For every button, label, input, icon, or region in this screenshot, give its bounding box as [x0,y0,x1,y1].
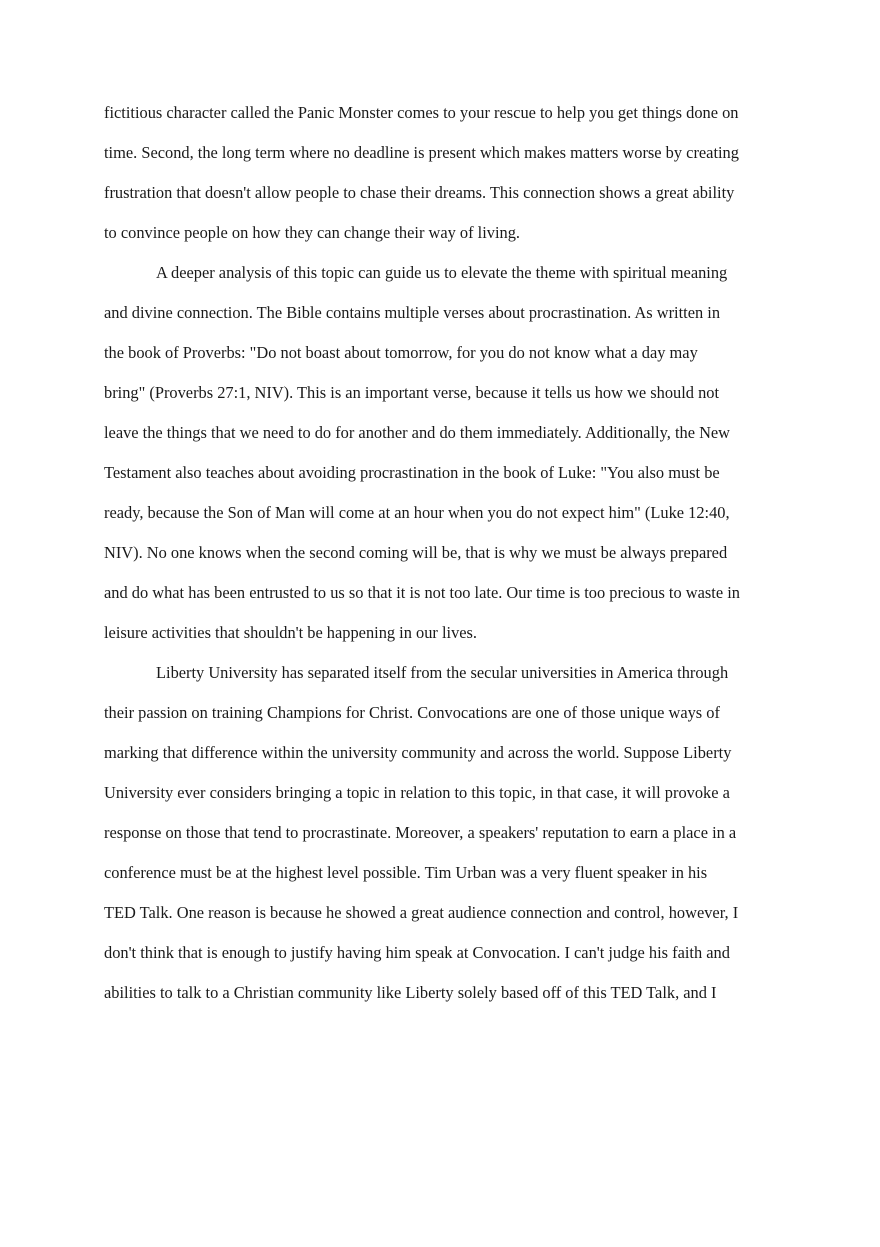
document-body [104,93,780,1013]
paragraph-2-line-8: NIV). No one knows when the second coming will be, that is why we must be always prepared [104,543,728,562]
paragraph-3-line-2: their passion on training Champions for Christ. Convocations are one of those unique ways of [104,703,720,722]
paragraph-1-line-2: time. Second, the long term where no deadline is present which makes matters worse by creating [104,143,739,162]
paragraph-2-line-3: the book of Proverbs: "Do not boast about tomorrow, for you do not know what a day may [104,343,698,362]
paragraph-2-line-9: and do what has been entrusted to us so that it is not too late. Our time is too precious to waste in [104,583,740,602]
paragraph-1-line-3: frustration that doesn't allow people to chase their dreams. This connection shows a great ability [104,183,735,202]
paragraph-1-line-1: fictitious character called the Panic Monster comes to your rescue to help you get things done on [104,103,739,122]
paragraph-2-line-1: A deeper analysis of this topic can guide us to elevate the theme with spiritual meaning [156,263,728,282]
paragraph-2-line-4: bring" (Proverbs 27:1, NIV). This is an important verse, because it tells us how we should not [104,383,720,402]
paragraph-2-line-5: leave the things that we need to do for another and do them immediately. Additionally, the New [104,423,731,442]
paragraph-3-line-3: marking that difference within the university community and across the world. Suppose Liberty [104,743,732,762]
paragraph-2-line-7: ready, because the Son of Man will come at an hour when you do not expect him" (Luke 12:40, [104,503,730,522]
paragraph-2-line-10: leisure activities that shouldn't be happening in our lives. [104,623,478,642]
paragraph-3-line-9: abilities to talk to a Christian community like Liberty solely based off of this TED Talk, and I [104,983,717,1002]
paragraph-3-line-5: response on those that tend to procrastinate. Moreover, a speakers' reputation to earn a place in a [104,823,737,842]
paragraph-3-line-4: University ever considers bringing a topic in relation to this topic, in that case, it will provoke a [104,783,730,802]
paragraph-1-line-4: to convince people on how they can change their way of living. [104,223,521,242]
paragraph-3-line-7: TED Talk. One reason is because he showed a great audience connection and control, however, I [104,903,739,922]
paragraph-3-line-8: don't think that is enough to justify having him speak at Convocation. I can't judge his faith and [104,943,730,962]
paragraph-3-line-6: conference must be at the highest level possible. Tim Urban was a very fluent speaker in his [104,863,708,882]
paragraph-3-line-1: Liberty University has separated itself from the secular universities in America through [156,663,729,682]
paragraph-2-line-6: Testament also teaches about avoiding procrastination in the book of Luke: "You also must be [104,463,720,482]
paragraph-2-line-2: and divine connection. The Bible contains multiple verses about procrastination. As written in [104,303,721,322]
